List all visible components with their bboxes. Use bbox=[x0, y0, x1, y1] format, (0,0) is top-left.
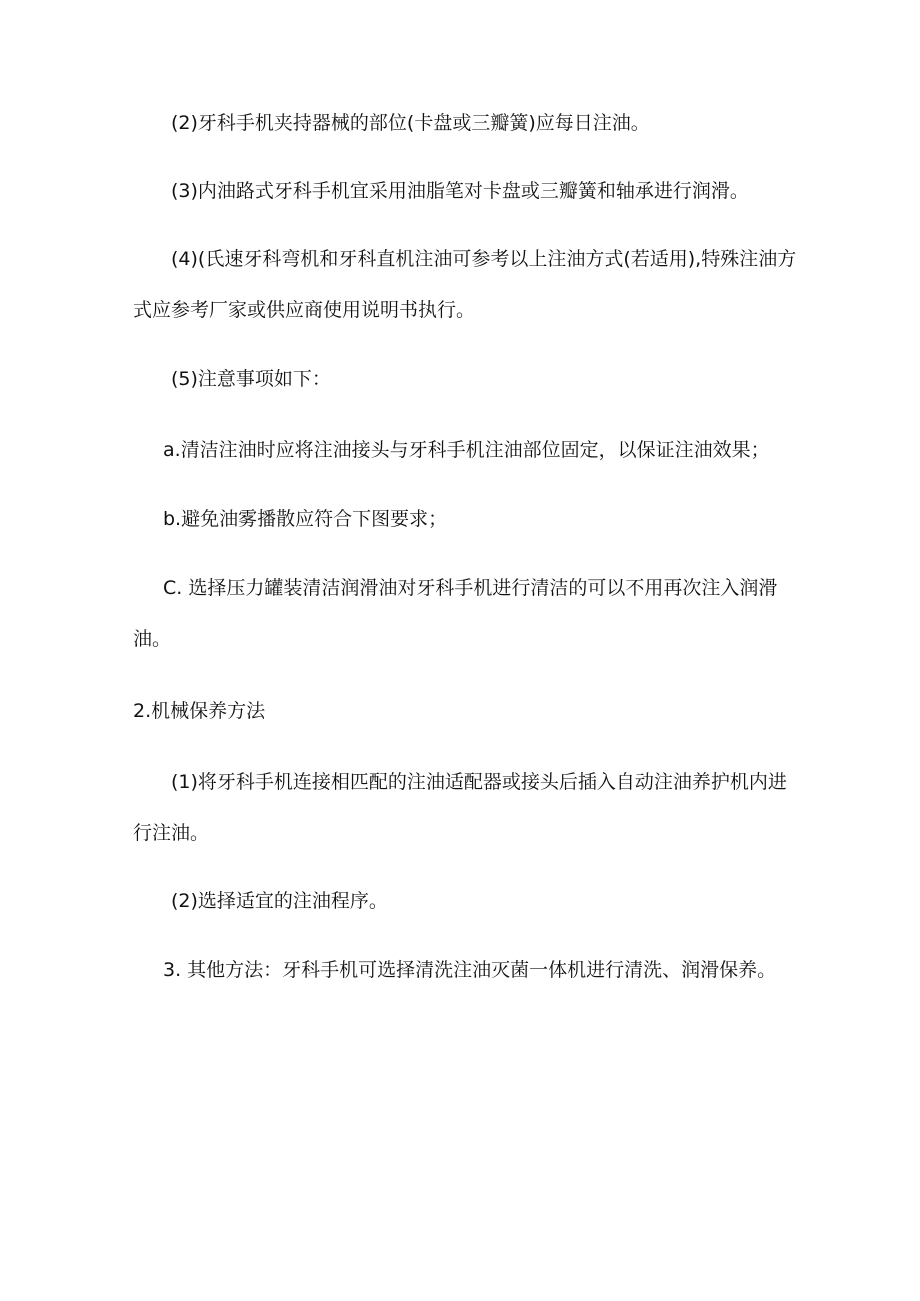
paragraph-inner-oil-path: (3)内油路式牙科手机宜采用油脂笔对卡盘或三瓣簧和轴承进行润滑。 bbox=[171, 180, 749, 202]
paragraph-note-c: C. 选择压力罐装清洁润滑油对牙科手机进行清洁的可以不用再次注入润滑油。 bbox=[133, 577, 778, 650]
paragraph-oil-program: (2)选择适宜的注油程序。 bbox=[171, 890, 388, 912]
paragraph-low-speed-handpiece: (4)(氏速牙科弯机和牙科直机注油可参考以上注油方式(若适用),特殊注油方式应参考厂家或供应商使用说明书执行。 bbox=[133, 248, 797, 321]
paragraph-other-methods: 3. 其他方法：牙科手机可选择清洗注油灭菌一体机进行清洗、润滑保养。 bbox=[163, 959, 777, 981]
paragraph-note-a: a.清洁注油时应将注油接头与牙科手机注油部位固定，以保证注油效果； bbox=[163, 439, 770, 461]
section-heading-mechanical-maintenance: 2.机械保养方法 bbox=[133, 700, 266, 722]
paragraph-auto-oiler: (1)将牙科手机连接相匹配的注油适配器或接头后插入自动注油养护机内进行注油。 bbox=[133, 771, 787, 844]
paragraph-note-b: b.避免油雾播散应符合下图要求； bbox=[163, 508, 448, 530]
paragraph-oil-clamp: (2)牙科手机夹持器械的部位(卡盘或三瓣簧)应每日注油。 bbox=[171, 112, 650, 134]
paragraph-notes-heading: (5)注意事项如下： bbox=[171, 368, 331, 390]
